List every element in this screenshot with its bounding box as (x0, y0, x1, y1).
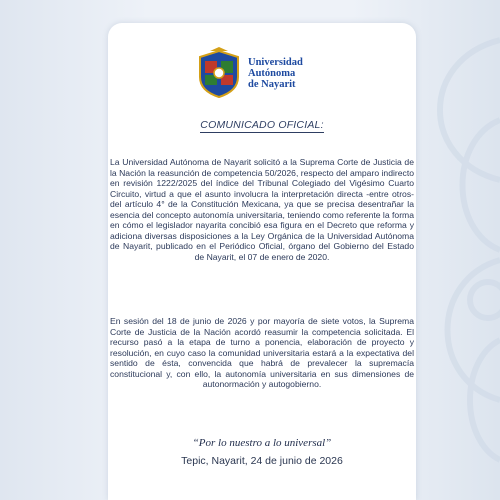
university-crest-icon (196, 47, 242, 99)
university-motto: “Por lo nuestro a lo universal” (192, 437, 332, 449)
place-and-date: Tepic, Nayarit, 24 de junio de 2026 (181, 455, 343, 467)
communique-card (108, 23, 416, 500)
university-logo (196, 45, 336, 101)
university-name (248, 57, 303, 90)
heading-text: COMUNICADO OFICIAL: (200, 119, 324, 131)
communique-heading (108, 119, 416, 131)
logo-line-2: Autónoma (248, 67, 296, 79)
paragraph-1: La Universidad Autónoma de Nayarit solicitó a la Suprema Corte de Justicia de la Nación la reasunción de competencia 50/2026, respecto del amparo indirecto en revisión 1222/2025 del índice del Tribunal Colegiado del Vigésimo Cuarto Circuito, virtud a que el asunto involucra la interpretación directa -entre otros- del artículo 4° de la Constitución Mexicana, ya que se precisa desentrañar la esencia del concepto autonomía universitaria, teniendo como referente la forma en cómo el legislador nayarita concibió esa figura en el Decreto que reforma y adiciona diversas disposiciones a la Ley Orgánica de la Universidad Autónoma de Nayarit, publicado en el Periódico Oficial, órgano del Gobierno del Estado de Nayarit, el 07 de enero de 2020. (110, 157, 414, 262)
logo-line-3: de Nayarit (248, 78, 296, 90)
logo-line-1: Universidad (248, 56, 303, 68)
paragraph-2: En sesión del 18 de junio de 2026 y por mayoría de siete votos, la Suprema Corte de Justicia de la Nación acordó reasumir la competencia solicitada. El recurso pasó a la etapa de turno a ponencia, elaboración de proyecto y resolución, en cuyo caso la comunidad universitaria estará a la expectativa del sentido de ésta, convencida que habrá de prevalecer la supremacía constitucional y, con ello, la autonomía universitaria en sus dimensiones de autonormación y autogobierno. (110, 316, 414, 389)
